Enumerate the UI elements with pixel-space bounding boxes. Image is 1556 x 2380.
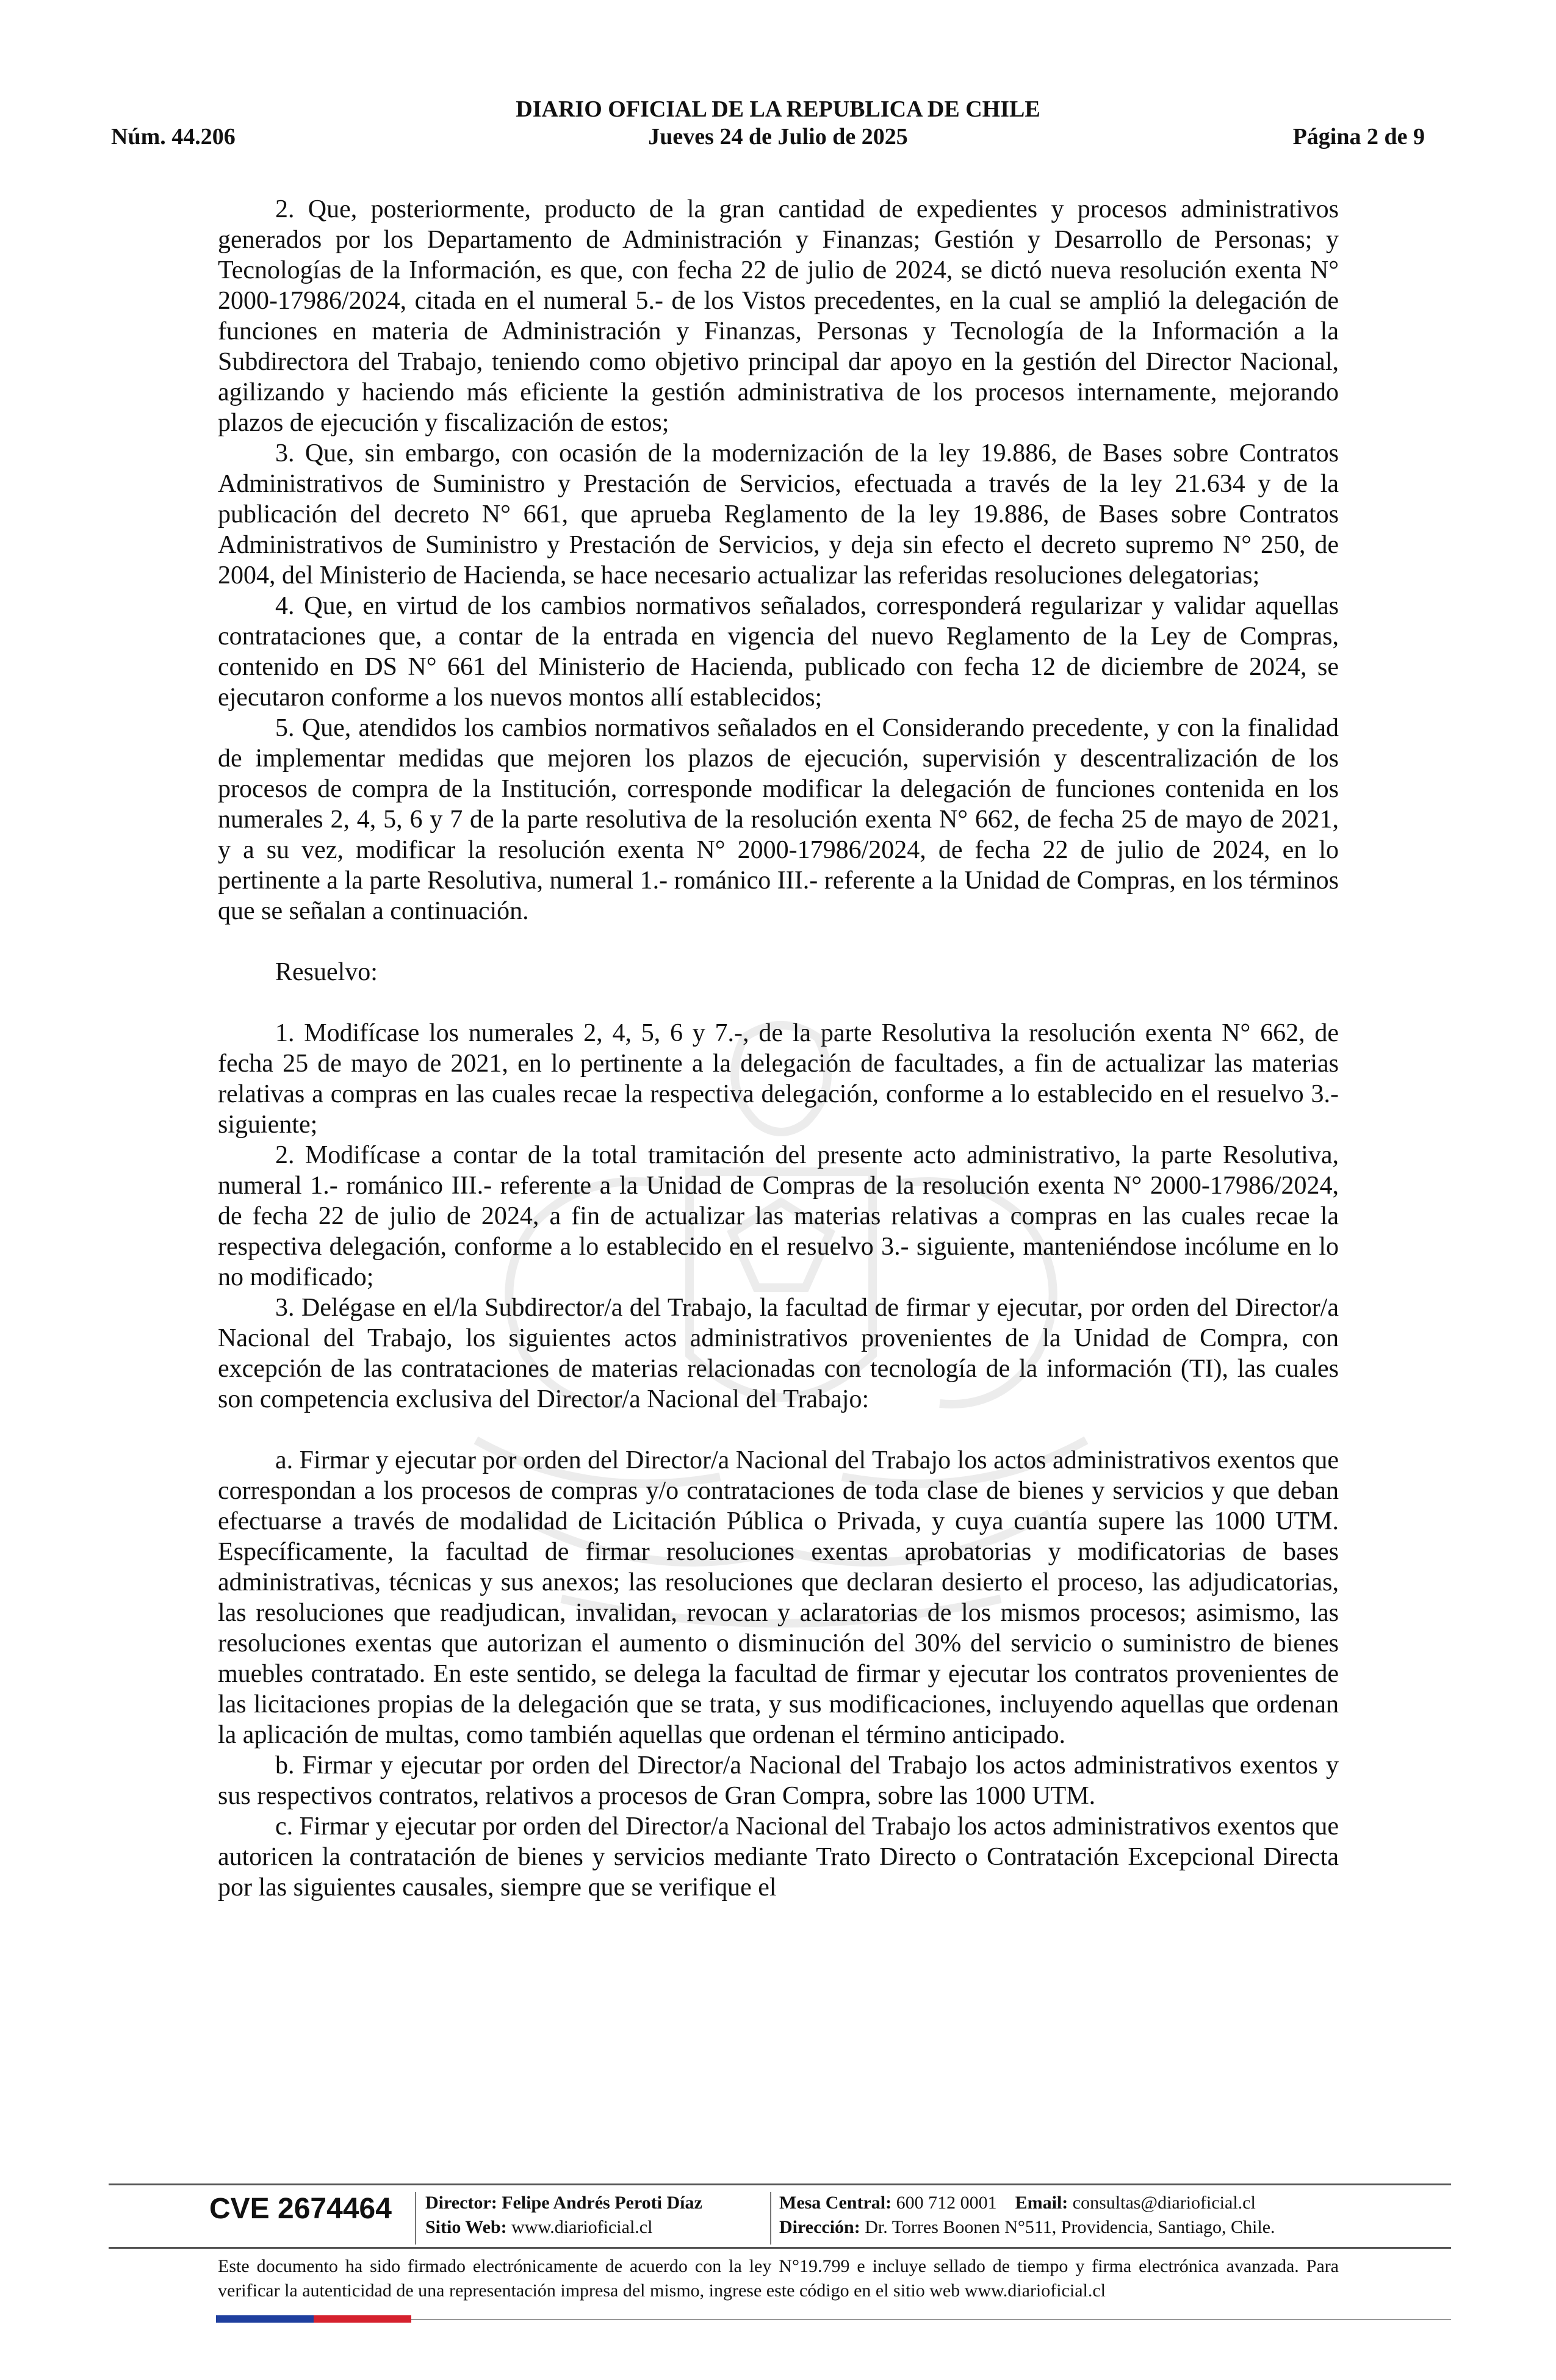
address-value: Dr. Torres Boonen N°511, Providencia, Santiago, Chile.: [865, 2217, 1275, 2237]
footer-separator: [770, 2192, 771, 2245]
web-link[interactable]: www.diarioficial.cl: [511, 2217, 653, 2237]
document-body: [218, 194, 1339, 1903]
considerando-paragraph: 2. Que, posteriormente, producto de la gran cantidad de expedientes y procesos administrativos generados por los Departamento de Administración y Finanzas; Gestión y Desarrollo de Personas; y Tecnologías de la Información, es que, con fecha 22 de julio de 2024, se dictó nueva resolución exenta N° 2000-17986/2024, citada en el numeral 5.- de los Vistos precedentes, en la cual se amplió la delegación de funciones en materia de Administración y Finanzas, Personas y Tecnología de la Información a la Subdirectora del Trabajo, teniendo como objetivo principal dar apoyo en la gestión del Director Nacional, agilizando y haciendo más eficiente la gestión administrativa de los procesos internamente, mejorando plazos de ejecución y fiscalización de estos;: [218, 195, 1339, 437]
phone-value: 600 712 0001: [896, 2193, 997, 2213]
resolution-paragraph: 1. Modifícase los numerales 2, 4, 5, 6 y 7.-, de la parte Resolutiva la resolución exenta N° 662, de fecha 25 de mayo de 2021, en lo pertinente a la delegación de facultades, a fin de actualizar las materias relativas a compras en las cuales recae la respectiva delegación, conforme a lo establecido en el resuelvo 3.- siguiente;: [218, 1019, 1339, 1139]
cve-code: CVE 2674464: [209, 2193, 392, 2225]
delegation-item: c. Firmar y ejecutar por orden del Director/a Nacional del Trabajo los actos administrativos exentos que autoricen la contratación de bienes y servicios mediante Trato Directo o Contratación Excepcional Directa por las siguientes causales, siempre que se verifique el: [218, 1812, 1339, 1902]
flag-stripe-blue: [216, 2315, 314, 2323]
director-name: Felipe Andrés Peroti Díaz: [502, 2193, 702, 2213]
flag-stripe-red: [314, 2315, 411, 2323]
issue-date: Jueves 24 de Julio de 2025: [648, 124, 908, 150]
footer-contact-block: [779, 2191, 1275, 2240]
resolution-paragraph: 3. Delégase en el/la Subdirector/a del Trabajo, la facultad de firmar y ejecutar, por orden del Director/a Nacional del Trabajo, los siguientes actos administrativos provenientes de la Unidad de Compra, con excepción de las contrataciones de materias relacionadas con tecnología de la información (TI), las cuales son competencia exclusiva del Director/a Nacional del Trabajo:: [218, 1294, 1339, 1413]
electronic-signature-note: Este documento ha sido firmado electrónicamente de acuerdo con la ley N°19.799 e incluye sellado de tiempo y firma electrónica avanzada. Para verificar la autenticidad de una representación impresa del mismo, ingrese este código en el sitio web www.diarioficial.cl: [218, 2256, 1339, 2301]
footer-bottom-rule: [411, 2319, 1451, 2320]
address-label: Dirección:: [779, 2217, 860, 2237]
footer-separator: [415, 2192, 416, 2245]
email-label: Email:: [1015, 2193, 1068, 2213]
resolution-paragraph: 2. Modifícase a contar de la total tramitación del presente acto administrativo, la parte Resolutiva, numeral 1.- románico III.- referente a la Unidad de Compras de la resolución exenta N° 2000-17986/2024, de fecha 22 de julio de 2024, a fin de actualizar las materias relativas a compras en las cuales recae la respectiva delegación, conforme a lo establecido en el resuelvo 3.- siguiente, manteniéndose incólume en lo no modificado;: [218, 1141, 1339, 1291]
delegation-item: a. Firmar y ejecutar por orden del Director/a Nacional del Trabajo los actos administrativos exentos que correspondan a los procesos de compras y/o contrataciones de toda clase de bienes y servicios y que deban efectuarse a través de modalidad de Licitación Pública o Privada, y cuya cuantía supere las 1000 UTM. Específicamente, la facultad de firmar resoluciones exentas aprobatorias y modificatorias de bases administrativas, técnicas y sus anexos; las resoluciones que declaran desierto el proceso, las adjudicatorias, las resoluciones que readjudican, invalidan, revocan y aclaratorias de los mismos procesos; asimismo, las resoluciones exentas que autorizan el aumento o disminución del 30% del servicio o suministro de bienes muebles contratado. En este sentido, se delega la facultad de firmar y ejecutar los contratos provenientes de las licitaciones propias de la delegación que se trata, y sus modificaciones, incluyendo aquellas que ordenan la aplicación de multas, como también aquellas que ordenan el término anticipado.: [218, 1446, 1339, 1749]
email-link[interactable]: consultas@diarioficial.cl: [1072, 2193, 1256, 2213]
considerando-paragraph: 3. Que, sin embargo, con ocasión de la modernización de la ley 19.886, de Bases sobre Contratos Administrativos de Suministro y Prestación de Servicios, efectuada a través de la ley 21.634 y de la publicación del decreto N° 661, que aprueba Reglamento de la ley 19.886, de Bases sobre Contratos Administrativos de Suministro y Prestación de Servicios, y deja sin efecto el decreto supremo N° 250, de 2004, del Ministerio de Hacienda, se hace necesario actualizar las referidas resoluciones delegatorias;: [218, 439, 1339, 590]
considerando-paragraph: 5. Que, atendidos los cambios normativos señalados en el Considerando precedente, y con la finalidad de implementar medidas que mejoren los plazos de ejecución, supervisión y descentralización de los procesos de compra de la Institución, corresponde modificar la delegación de funciones contenida en los numerales 2, 4, 5, 6 y 7 de la parte resolutiva de la resolución exenta N° 662, de fecha 25 de mayo de 2021, y a su vez, modificar la resolución exenta N° 2000-17986/2024, de fecha 22 de julio de 2024, en lo pertinente a la parte Resolutiva, numeral 1.- románico III.- referente a la Unidad de Compras, en los términos que se señalan a continuación.: [218, 714, 1339, 925]
phone-label: Mesa Central:: [779, 2193, 892, 2213]
resuelvo-heading: Resuelvo:: [275, 958, 378, 986]
director-label: Director:: [425, 2193, 497, 2213]
issue-number: Núm. 44.206: [111, 124, 236, 150]
flag-stripe: [216, 2315, 411, 2323]
considerando-paragraph: 4. Que, en virtud de los cambios normativos señalados, corresponderá regularizar y validar aquellas contrataciones que, a contar de la entrada en vigencia del nuevo Reglamento de la Ley de Compras, contenido en DS N° 661 del Ministerio de Hacienda, publicado con fecha 12 de diciembre de 2024, se ejecutaron conforme a los nuevos montos allí establecidos;: [218, 592, 1339, 712]
web-label: Sitio Web:: [425, 2217, 507, 2237]
footer-director-block: [425, 2191, 702, 2240]
newspaper-title: DIARIO OFICIAL DE LA REPUBLICA DE CHILE: [516, 96, 1040, 122]
footer-middle-rule: [109, 2247, 1451, 2249]
page-number: Página 2 de 9: [1292, 124, 1425, 150]
footer-top-rule: [109, 2183, 1451, 2185]
delegation-item: b. Firmar y ejecutar por orden del Director/a Nacional del Trabajo los actos administrativos exentos y sus respectivos contratos, relativos a procesos de Gran Compra, sobre las 1000 UTM.: [218, 1751, 1339, 1810]
